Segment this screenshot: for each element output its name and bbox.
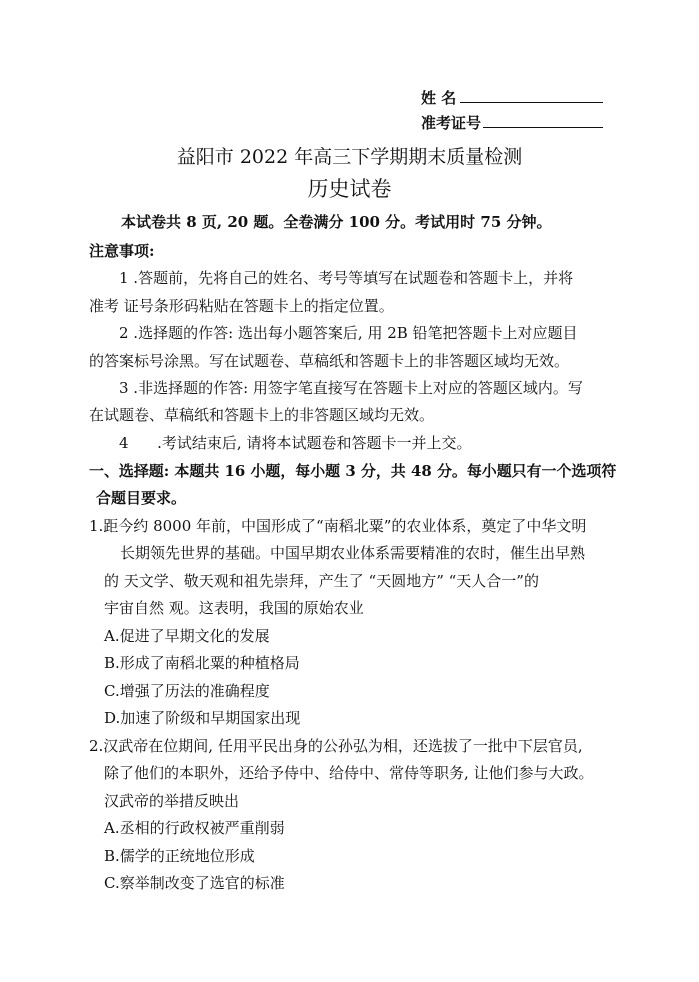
question-1-line-3: 的 天文学、敬天观和祖先崇拜，产生了 “天圆地方” “天人合一”的: [104, 572, 539, 590]
section-1-heading-cont: 合题目要求。: [96, 489, 187, 507]
question-2-line-3: 汉武帝的举措反映出: [104, 792, 240, 810]
question-1-option-b: B.形成了南稻北粟的种植格局: [104, 654, 300, 672]
exam-summary: 本试卷共 8 页, 20 题。全卷满分 100 分。考试用时 75 分钟。: [121, 213, 552, 231]
exam-id-field[interactable]: [421, 111, 603, 133]
question-1-option-d: D.加速了阶级和早期国家出现: [104, 709, 301, 727]
section-1-heading: 一、选择题: 本题共 16 小题，每小题 3 分，共 48 分。每小题只有一个选项符: [89, 462, 617, 480]
question-1-line-2: 长期领先世界的基础。中国早期农业体系需要精准的农时，催生出早熟: [120, 544, 586, 562]
question-1-option-a: A.促进了早期文化的发展: [104, 627, 270, 645]
name-label: 姓 名: [421, 89, 457, 107]
exam-id-label: 准考证号: [421, 114, 482, 132]
exam-subject: 历史试卷: [307, 177, 392, 201]
question-2-line-2: 除了他们的本职外，还给予侍中、给侍中、常侍等职务, 让他们参与大政。: [104, 764, 594, 782]
note-3-line-2: 在试题卷、草稿纸和答题卡上的非答题区域均无效。: [89, 406, 435, 424]
question-2-option-b: B.儒学的正统地位形成: [104, 847, 255, 865]
notes-heading: 注意事项:: [89, 242, 155, 260]
question-1-line-1: 1.距今约 8000 年前，中国形成了“南稻北粟”的农业体系，奠定了中华文明: [89, 517, 587, 535]
note-3-line-1: 3 .非选择题的作答: 用签字笔直接写在答题卡上对应的答题区域内。写: [119, 379, 583, 397]
question-1-line-4: 宇宙自然 观。这表明，我国的原始农业: [104, 599, 364, 617]
question-2-option-a: A.丞相的行政权被严重削弱: [104, 819, 285, 837]
note-1-line-2: 准考 证号条形码粘贴在答题卡上的指定位置。: [89, 297, 394, 315]
note-2-line-1: 2 .选择题的作答: 选出每小题答案后, 用 2B 铅笔把答题卡上对应题目: [119, 324, 578, 342]
note-4: 4 .考试结束后, 请将本试题卷和答题卡一并上交。: [119, 434, 472, 452]
exam-id-underline[interactable]: [483, 111, 603, 128]
question-2-line-1: 2.汉武帝在位期间, 任用平民出身的公孙弘为相，还选拔了一批中下层官员,: [89, 737, 583, 755]
exam-title: 益阳市 2022 年高三下学期期末质量检测: [176, 146, 523, 168]
note-1-line-1: 1 .答题前，先将自己的姓名、考号等填写在试题卷和答题卡上，并将: [119, 269, 574, 287]
name-field[interactable]: [421, 86, 603, 108]
question-1-option-c: C.增强了历法的准确程度: [104, 682, 270, 700]
name-underline[interactable]: [460, 86, 603, 103]
question-2-option-c: C.察举制改变了选官的标准: [104, 874, 285, 892]
note-2-line-2: 的答案标号涂黑。写在试题卷、草稿纸和答题卡上的非答题区域均无效。: [89, 352, 570, 370]
